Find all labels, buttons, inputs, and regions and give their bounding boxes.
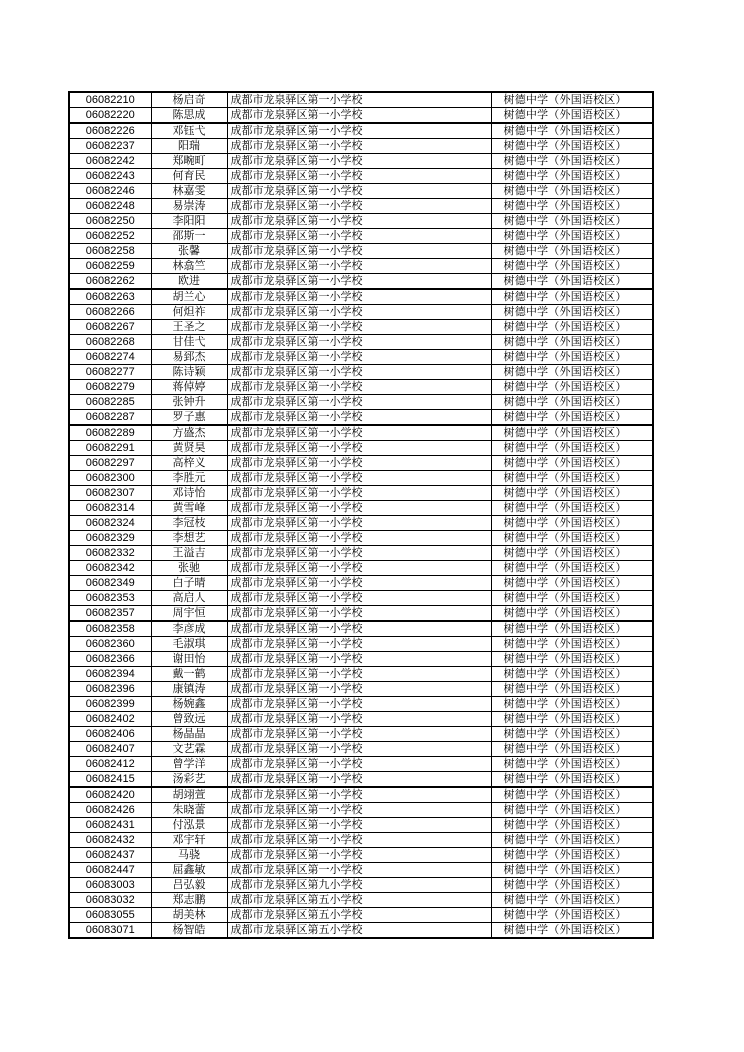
primary-school-cell: 成都市龙泉驿区第一小学校 (227, 863, 491, 878)
student-name-cell: 高梓义 (151, 456, 227, 471)
table-row (69, 410, 653, 426)
primary-school-cell: 成都市龙泉驿区第一小学校 (227, 456, 491, 471)
student-name-cell: 邓钰弋 (151, 123, 227, 139)
primary-school-cell: 成都市龙泉驿区第一小学校 (227, 561, 491, 576)
student-id-cell: 06082266 (69, 305, 151, 320)
student-id-cell: 06082285 (69, 395, 151, 410)
primary-school-cell: 成都市龙泉驿区第一小学校 (227, 108, 491, 124)
admitted-school-cell: 树德中学（外国语校区） (491, 803, 653, 818)
admitted-school-cell: 树德中学（外国语校区） (491, 350, 653, 365)
primary-school-cell: 成都市龙泉驿区第一小学校 (227, 139, 491, 154)
student-name-cell: 张馨 (151, 244, 227, 259)
student-name-cell: 曾致远 (151, 712, 227, 727)
admitted-school-cell: 树德中学（外国语校区） (491, 652, 653, 667)
student-name-cell: 李阳阳 (151, 214, 227, 229)
table-row (69, 169, 653, 184)
table-row (69, 803, 653, 818)
student-id-cell: 06082420 (69, 787, 151, 803)
student-name-cell: 阳瑞 (151, 139, 227, 154)
student-name-cell: 邓诗怡 (151, 486, 227, 501)
primary-school-cell: 成都市龙泉驿区第一小学校 (227, 697, 491, 712)
student-id-cell: 06082307 (69, 486, 151, 501)
admitted-school-cell: 树德中学（外国语校区） (491, 787, 653, 803)
table-row (69, 108, 653, 124)
primary-school-cell: 成都市龙泉驿区第一小学校 (227, 184, 491, 199)
primary-school-cell: 成都市龙泉驿区第一小学校 (227, 214, 491, 229)
table-row (69, 606, 653, 622)
admitted-school-cell: 树德中学（外国语校区） (491, 380, 653, 395)
student-id-cell: 06082263 (69, 289, 151, 305)
primary-school-cell: 成都市龙泉驿区第一小学校 (227, 486, 491, 501)
student-id-cell: 06083055 (69, 908, 151, 923)
student-name-cell: 白子晴 (151, 576, 227, 591)
admitted-school-cell: 树德中学（外国语校区） (491, 92, 653, 108)
student-id-cell: 06082243 (69, 169, 151, 184)
primary-school-cell: 成都市龙泉驿区第一小学校 (227, 410, 491, 426)
student-name-cell: 黄贤昊 (151, 441, 227, 456)
student-id-cell: 06082358 (69, 621, 151, 637)
student-name-cell: 郑志鹏 (151, 893, 227, 908)
student-name-cell: 戴一鹤 (151, 667, 227, 682)
table-row (69, 787, 653, 803)
table-row (69, 441, 653, 456)
student-id-cell: 06082300 (69, 471, 151, 486)
primary-school-cell: 成都市龙泉驿区第一小学校 (227, 259, 491, 274)
admitted-school-cell: 树德中学（外国语校区） (491, 576, 653, 591)
admitted-school-cell: 树德中学（外国语校区） (491, 893, 653, 908)
student-name-cell: 高启人 (151, 591, 227, 606)
student-name-cell: 甘佳弋 (151, 335, 227, 350)
admitted-school-cell: 树德中学（外国语校区） (491, 169, 653, 184)
table-row (69, 667, 653, 682)
table-row (69, 878, 653, 893)
table-row (69, 123, 653, 139)
student-name-cell: 曾学洋 (151, 757, 227, 772)
admitted-school-cell: 树德中学（外国语校区） (491, 682, 653, 697)
primary-school-cell: 成都市龙泉驿区第一小学校 (227, 667, 491, 682)
admitted-school-cell: 树德中学（外国语校区） (491, 546, 653, 561)
table-row (69, 289, 653, 305)
admitted-school-cell: 树德中学（外国语校区） (491, 244, 653, 259)
table-row (69, 365, 653, 380)
admitted-school-cell: 树德中学（外国语校区） (491, 848, 653, 863)
student-id-cell: 06082259 (69, 259, 151, 274)
table-row (69, 516, 653, 531)
primary-school-cell: 成都市龙泉驿区第一小学校 (227, 772, 491, 788)
student-name-cell: 杨晶晶 (151, 727, 227, 742)
table-row (69, 772, 653, 788)
student-id-cell: 06082407 (69, 742, 151, 757)
student-name-cell: 蒋倬婷 (151, 380, 227, 395)
student-id-cell: 06082220 (69, 108, 151, 124)
primary-school-cell: 成都市龙泉驿区第一小学校 (227, 305, 491, 320)
table-row (69, 244, 653, 259)
admitted-school-cell: 树德中学（外国语校区） (491, 833, 653, 848)
student-id-cell: 06082342 (69, 561, 151, 576)
table-row (69, 139, 653, 154)
primary-school-cell: 成都市龙泉驿区第一小学校 (227, 848, 491, 863)
student-id-cell: 06082242 (69, 154, 151, 169)
admitted-school-cell: 树德中学（外国语校区） (491, 259, 653, 274)
table-row (69, 501, 653, 516)
admitted-school-cell: 树德中学（外国语校区） (491, 863, 653, 878)
table-row (69, 712, 653, 727)
admitted-school-cell: 树德中学（外国语校区） (491, 637, 653, 652)
student-id-cell: 06082329 (69, 531, 151, 546)
primary-school-cell: 成都市龙泉驿区第一小学校 (227, 169, 491, 184)
student-id-cell: 06083003 (69, 878, 151, 893)
student-name-cell: 毛淑琪 (151, 637, 227, 652)
student-id-cell: 06082279 (69, 380, 151, 395)
primary-school-cell: 成都市龙泉驿区第一小学校 (227, 380, 491, 395)
admitted-school-cell: 树德中学（外国语校区） (491, 410, 653, 426)
student-name-cell: 何炟祚 (151, 305, 227, 320)
student-id-cell: 06082412 (69, 757, 151, 772)
admitted-school-cell: 树德中学（外国语校区） (491, 108, 653, 124)
student-id-cell: 06082324 (69, 516, 151, 531)
admitted-school-cell: 树德中学（外国语校区） (491, 818, 653, 833)
student-id-cell: 06082437 (69, 848, 151, 863)
table-row (69, 908, 653, 923)
admitted-school-cell: 树德中学（外国语校区） (491, 908, 653, 923)
student-id-cell: 06082399 (69, 697, 151, 712)
admitted-school-cell: 树德中学（外国语校区） (491, 471, 653, 486)
student-id-cell: 06082360 (69, 637, 151, 652)
admitted-school-cell: 树德中学（外国语校区） (491, 606, 653, 622)
student-id-cell: 06082291 (69, 441, 151, 456)
primary-school-cell: 成都市龙泉驿区第一小学校 (227, 350, 491, 365)
primary-school-cell: 成都市龙泉驿区第五小学校 (227, 923, 491, 939)
primary-school-cell: 成都市龙泉驿区第一小学校 (227, 471, 491, 486)
student-id-cell: 06082287 (69, 410, 151, 426)
admitted-school-cell: 树德中学（外国语校区） (491, 621, 653, 637)
admitted-school-cell: 树德中学（外国语校区） (491, 395, 653, 410)
admitted-school-cell: 树德中学（外国语校区） (491, 667, 653, 682)
admitted-school-cell: 树德中学（外国语校区） (491, 516, 653, 531)
student-id-cell: 06082262 (69, 274, 151, 290)
student-name-cell: 陈思成 (151, 108, 227, 124)
student-name-cell: 何育民 (151, 169, 227, 184)
admitted-school-cell: 树德中学（外国语校区） (491, 229, 653, 244)
primary-school-cell: 成都市龙泉驿区第五小学校 (227, 893, 491, 908)
table-row (69, 576, 653, 591)
table-row (69, 350, 653, 365)
admitted-school-cell: 树德中学（外国语校区） (491, 184, 653, 199)
primary-school-cell: 成都市龙泉驿区第一小学校 (227, 742, 491, 757)
table-row (69, 274, 653, 290)
admitted-school-cell: 树德中学（外国语校区） (491, 591, 653, 606)
primary-school-cell: 成都市龙泉驿区第一小学校 (227, 123, 491, 139)
student-id-cell: 06082314 (69, 501, 151, 516)
admitted-school-cell: 树德中学（外国语校区） (491, 441, 653, 456)
admitted-school-cell: 树德中学（外国语校区） (491, 289, 653, 305)
student-id-cell: 06082394 (69, 667, 151, 682)
admitted-school-cell: 树德中学（外国语校区） (491, 274, 653, 290)
student-name-cell: 付泓景 (151, 818, 227, 833)
student-name-cell: 易崇涛 (151, 199, 227, 214)
primary-school-cell: 成都市龙泉驿区第一小学校 (227, 606, 491, 622)
admitted-school-cell: 树德中学（外国语校区） (491, 727, 653, 742)
admitted-school-cell: 树德中学（外国语校区） (491, 425, 653, 441)
student-id-cell: 06083032 (69, 893, 151, 908)
table-row (69, 727, 653, 742)
student-name-cell: 周宇恒 (151, 606, 227, 622)
admitted-school-cell: 树德中学（外国语校区） (491, 214, 653, 229)
primary-school-cell: 成都市龙泉驿区第一小学校 (227, 274, 491, 290)
student-name-cell: 胡翊萱 (151, 787, 227, 803)
student-name-cell: 杨婉鑫 (151, 697, 227, 712)
student-name-cell: 张驰 (151, 561, 227, 576)
primary-school-cell: 成都市龙泉驿区第一小学校 (227, 229, 491, 244)
student-id-cell: 06082248 (69, 199, 151, 214)
primary-school-cell: 成都市龙泉驿区第一小学校 (227, 818, 491, 833)
table-row (69, 561, 653, 576)
admitted-school-cell: 树德中学（外国语校区） (491, 923, 653, 939)
table-row (69, 652, 653, 667)
student-name-cell: 林嘉雯 (151, 184, 227, 199)
student-id-cell: 06082250 (69, 214, 151, 229)
table-row (69, 682, 653, 697)
student-name-cell: 王圣之 (151, 320, 227, 335)
admitted-school-cell: 树德中学（外国语校区） (491, 335, 653, 350)
primary-school-cell: 成都市龙泉驿区第一小学校 (227, 757, 491, 772)
admitted-school-cell: 树德中学（外国语校区） (491, 878, 653, 893)
student-id-cell: 06082406 (69, 727, 151, 742)
student-name-cell: 方盛杰 (151, 425, 227, 441)
primary-school-cell: 成都市龙泉驿区第一小学校 (227, 154, 491, 169)
student-id-cell: 06082431 (69, 818, 151, 833)
table-row (69, 154, 653, 169)
student-name-cell: 邵斯一 (151, 229, 227, 244)
student-id-cell: 06082289 (69, 425, 151, 441)
admitted-school-cell: 树德中学（外国语校区） (491, 123, 653, 139)
primary-school-cell: 成都市龙泉驿区第一小学校 (227, 803, 491, 818)
student-name-cell: 邓宇轩 (151, 833, 227, 848)
table-row (69, 893, 653, 908)
student-name-cell: 张钟升 (151, 395, 227, 410)
admitted-school-cell: 树德中学（外国语校区） (491, 320, 653, 335)
student-name-cell: 杨智皓 (151, 923, 227, 939)
primary-school-cell: 成都市龙泉驿区第一小学校 (227, 289, 491, 305)
student-id-cell: 06082268 (69, 335, 151, 350)
table-row (69, 697, 653, 712)
student-name-cell: 马骁 (151, 848, 227, 863)
student-name-cell: 黄雪峰 (151, 501, 227, 516)
student-id-cell: 06082246 (69, 184, 151, 199)
admitted-school-cell: 树德中学（外国语校区） (491, 742, 653, 757)
student-name-cell: 康镇涛 (151, 682, 227, 697)
primary-school-cell: 成都市龙泉驿区第一小学校 (227, 712, 491, 727)
primary-school-cell: 成都市龙泉驿区第一小学校 (227, 727, 491, 742)
admitted-school-cell: 树德中学（外国语校区） (491, 561, 653, 576)
student-name-cell: 易郅杰 (151, 350, 227, 365)
table-row (69, 471, 653, 486)
primary-school-cell: 成都市龙泉驿区第一小学校 (227, 576, 491, 591)
table-row (69, 395, 653, 410)
primary-school-cell: 成都市龙泉驿区第一小学校 (227, 621, 491, 637)
table-row (69, 848, 653, 863)
table-row (69, 199, 653, 214)
primary-school-cell: 成都市龙泉驿区第一小学校 (227, 652, 491, 667)
student-name-cell: 李胜元 (151, 471, 227, 486)
student-id-cell: 06082277 (69, 365, 151, 380)
primary-school-cell: 成都市龙泉驿区第一小学校 (227, 335, 491, 350)
table-row (69, 591, 653, 606)
student-name-cell: 谢田怡 (151, 652, 227, 667)
primary-school-cell: 成都市龙泉驿区第九小学校 (227, 878, 491, 893)
primary-school-cell: 成都市龙泉驿区第一小学校 (227, 425, 491, 441)
student-id-cell: 06082426 (69, 803, 151, 818)
table-row (69, 259, 653, 274)
student-id-cell: 06082258 (69, 244, 151, 259)
primary-school-cell: 成都市龙泉驿区第一小学校 (227, 637, 491, 652)
admitted-school-cell: 树德中学（外国语校区） (491, 712, 653, 727)
student-id-cell: 06082349 (69, 576, 151, 591)
primary-school-cell: 成都市龙泉驿区第一小学校 (227, 441, 491, 456)
student-id-cell: 06082237 (69, 139, 151, 154)
admitted-school-cell: 树德中学（外国语校区） (491, 305, 653, 320)
table-row (69, 456, 653, 471)
student-id-cell: 06083071 (69, 923, 151, 939)
student-id-cell: 06082252 (69, 229, 151, 244)
table-row (69, 320, 653, 335)
student-name-cell: 朱晓蕾 (151, 803, 227, 818)
primary-school-cell: 成都市龙泉驿区第一小学校 (227, 244, 491, 259)
admitted-school-cell: 树德中学（外国语校区） (491, 757, 653, 772)
table-row (69, 92, 653, 108)
student-id-cell: 06082415 (69, 772, 151, 788)
primary-school-cell: 成都市龙泉驿区第五小学校 (227, 908, 491, 923)
primary-school-cell: 成都市龙泉驿区第一小学校 (227, 365, 491, 380)
student-id-cell: 06082447 (69, 863, 151, 878)
table-row (69, 486, 653, 501)
table-row (69, 380, 653, 395)
student-name-cell: 李想艺 (151, 531, 227, 546)
table-row (69, 742, 653, 757)
student-id-cell: 06082226 (69, 123, 151, 139)
student-name-cell: 林翕竺 (151, 259, 227, 274)
primary-school-cell: 成都市龙泉驿区第一小学校 (227, 546, 491, 561)
admitted-school-cell: 树德中学（外国语校区） (491, 531, 653, 546)
table-row (69, 833, 653, 848)
primary-school-cell: 成都市龙泉驿区第一小学校 (227, 516, 491, 531)
admitted-school-cell: 树德中学（外国语校区） (491, 486, 653, 501)
table-row (69, 546, 653, 561)
primary-school-cell: 成都市龙泉驿区第一小学校 (227, 833, 491, 848)
primary-school-cell: 成都市龙泉驿区第一小学校 (227, 531, 491, 546)
student-name-cell: 吕弘毅 (151, 878, 227, 893)
student-name-cell: 李冠枝 (151, 516, 227, 531)
student-name-cell: 胡兰心 (151, 289, 227, 305)
primary-school-cell: 成都市龙泉驿区第一小学校 (227, 92, 491, 108)
student-id-cell: 06082366 (69, 652, 151, 667)
table-body (69, 92, 653, 938)
table-row (69, 531, 653, 546)
table-row (69, 184, 653, 199)
admitted-school-cell: 树德中学（外国语校区） (491, 365, 653, 380)
admitted-school-cell: 树德中学（外国语校区） (491, 501, 653, 516)
student-name-cell: 王溢吉 (151, 546, 227, 561)
table-row (69, 818, 653, 833)
student-name-cell: 郑畹町 (151, 154, 227, 169)
student-id-cell: 06082432 (69, 833, 151, 848)
admitted-school-cell: 树德中学（外国语校区） (491, 697, 653, 712)
primary-school-cell: 成都市龙泉驿区第一小学校 (227, 787, 491, 803)
primary-school-cell: 成都市龙泉驿区第一小学校 (227, 199, 491, 214)
student-name-cell: 陈诗颖 (151, 365, 227, 380)
student-id-cell: 06082332 (69, 546, 151, 561)
student-name-cell: 罗子惠 (151, 410, 227, 426)
primary-school-cell: 成都市龙泉驿区第一小学校 (227, 591, 491, 606)
primary-school-cell: 成都市龙泉驿区第一小学校 (227, 501, 491, 516)
table-row (69, 425, 653, 441)
student-id-cell: 06082357 (69, 606, 151, 622)
student-id-cell: 06082396 (69, 682, 151, 697)
student-name-cell: 汤彩艺 (151, 772, 227, 788)
table-row (69, 621, 653, 637)
student-name-cell: 杨启奇 (151, 92, 227, 108)
student-id-cell: 06082210 (69, 92, 151, 108)
table-row (69, 214, 653, 229)
student-name-cell: 屈鑫敏 (151, 863, 227, 878)
table-row (69, 863, 653, 878)
primary-school-cell: 成都市龙泉驿区第一小学校 (227, 682, 491, 697)
student-id-cell: 06082297 (69, 456, 151, 471)
table-row (69, 637, 653, 652)
admission-list-table (68, 91, 654, 939)
student-id-cell: 06082402 (69, 712, 151, 727)
admitted-school-cell: 树德中学（外国语校区） (491, 154, 653, 169)
student-name-cell: 李彦成 (151, 621, 227, 637)
admitted-school-cell: 树德中学（外国语校区） (491, 456, 653, 471)
table-row (69, 757, 653, 772)
student-id-cell: 06082353 (69, 591, 151, 606)
student-name-cell: 胡美林 (151, 908, 227, 923)
table-row (69, 335, 653, 350)
admitted-school-cell: 树德中学（外国语校区） (491, 199, 653, 214)
student-id-cell: 06082267 (69, 320, 151, 335)
table-row (69, 923, 653, 939)
primary-school-cell: 成都市龙泉驿区第一小学校 (227, 395, 491, 410)
primary-school-cell: 成都市龙泉驿区第一小学校 (227, 320, 491, 335)
table-row (69, 305, 653, 320)
table-row (69, 229, 653, 244)
admitted-school-cell: 树德中学（外国语校区） (491, 139, 653, 154)
student-name-cell: 欧进 (151, 274, 227, 290)
student-name-cell: 文艺霖 (151, 742, 227, 757)
admitted-school-cell: 树德中学（外国语校区） (491, 772, 653, 788)
student-id-cell: 06082274 (69, 350, 151, 365)
